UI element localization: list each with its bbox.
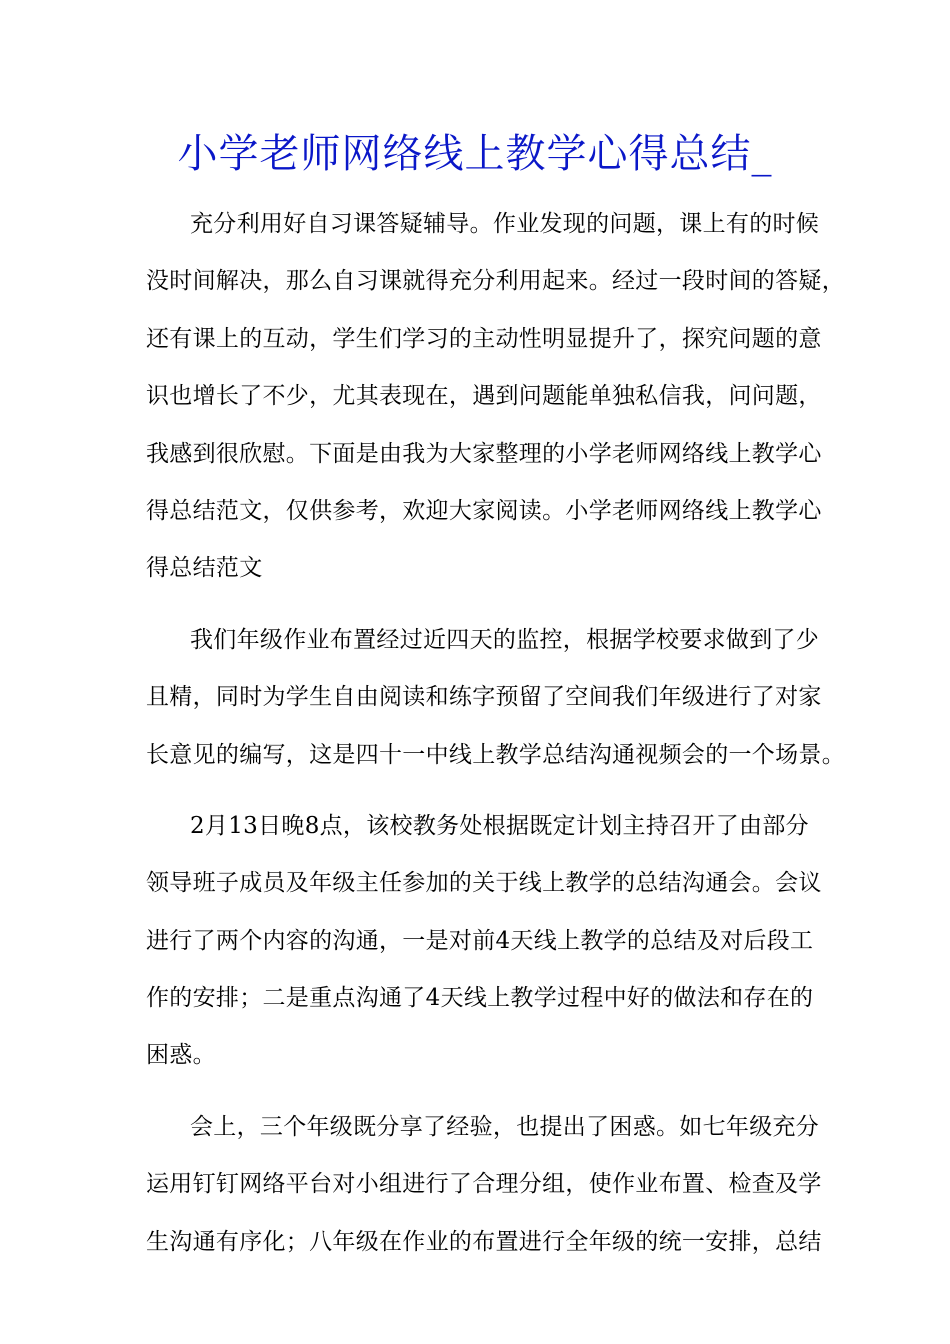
paragraph-line: 生沟通有序化；八年级在作业的布置进行全年级的统一安排，总结 (146, 1228, 822, 1255)
document-title: 小学老师网络线上教学心得总结_ (177, 131, 773, 177)
paragraph-line: 作的安排；二是重点沟通了4天线上教学过程中好的做法和存在的 (146, 985, 814, 1012)
paragraph-line: 识也增长了不少，尤其表现在，遇到问题能单独私信我，问问题， (146, 383, 822, 410)
paragraph-line: 运用钉钉网络平台对小组进行了合理分组，使作业布置、检查及学 (146, 1171, 822, 1198)
paragraph-4 (146, 1099, 822, 1271)
paragraph-line: 会上，三个年级既分享了经验，也提出了困惑。如七年级充分 (190, 1113, 820, 1140)
document-body (146, 196, 845, 1285)
paragraph-line: 领导班子成员及年级主任参加的关于线上教学的总结沟通会。会议 (146, 870, 822, 897)
paragraph-line: 我们年级作业布置经过近四天的监控，根据学校要求做到了少 (190, 626, 820, 653)
paragraph-line: 且精，同时为学生自由阅读和练字预留了空间我们年级进行了对家 (146, 684, 822, 711)
paragraph-line: 进行了两个内容的沟通，一是对前4天线上教学的总结及对后段工 (146, 927, 814, 954)
paragraph-line: 还有课上的互动，学生们学习的主动性明显提升了，探究问题的意 (146, 325, 822, 352)
paragraph-line: 充分利用好自习课答疑辅导。作业发现的问题，课上有的时候 (190, 211, 820, 237)
paragraph-1 (146, 196, 845, 598)
paragraph-line: 得总结范文 (146, 555, 263, 582)
paragraph-line: 困惑。 (146, 1042, 216, 1069)
paragraph-line: 长意见的编写，这是四十一中线上教学总结沟通视频会的一个场景。 (146, 741, 845, 768)
paragraph-line: 没时间解决，那么自习课就得充分利用起来。经过一段时间的答疑， (146, 268, 845, 295)
paragraph-line: 得总结范文，仅供参考，欢迎大家阅读。小学老师网络线上教学心 (146, 497, 822, 524)
paragraph-line: 我感到很欣慰。下面是由我为大家整理的小学老师网络线上教学心 (146, 440, 822, 467)
paragraph-2 (146, 612, 845, 784)
paragraph-3 (146, 798, 822, 1085)
paragraph-line: 2月13日晚8点，该校教务处根据既定计划主持召开了由部分 (190, 812, 809, 839)
